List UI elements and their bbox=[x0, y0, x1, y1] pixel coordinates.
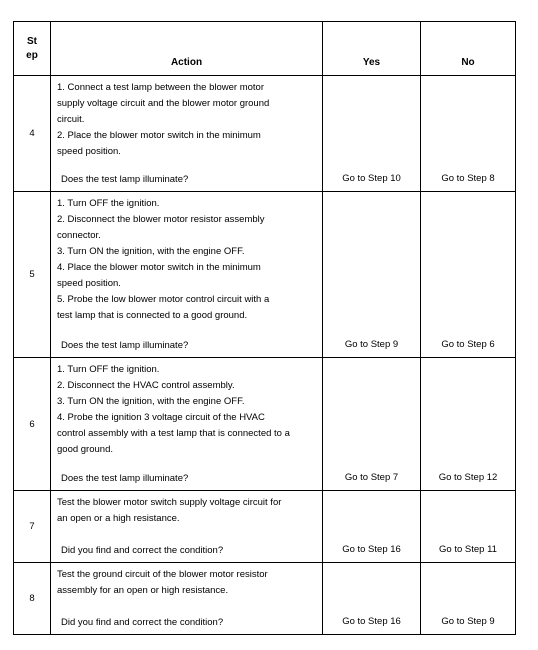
action-line: Test the ground circuit of the blower motor resistor bbox=[57, 569, 268, 580]
action-cell bbox=[51, 563, 323, 635]
action-question: Did you find and correct the condition? bbox=[61, 617, 224, 628]
action-line: 2. Disconnect the HVAC control assembly. bbox=[57, 380, 235, 391]
yes-result: Go to Step 9 bbox=[323, 192, 421, 358]
no-result: Go to Step 11 bbox=[421, 491, 516, 563]
action-line: 2. Disconnect the blower motor resistor assembly bbox=[57, 214, 265, 225]
table-row bbox=[14, 491, 516, 563]
action-line: control assembly with a test lamp that is connected to a bbox=[57, 428, 290, 439]
header-step-line2: ep bbox=[26, 49, 38, 61]
action-line: 1. Turn OFF the ignition. bbox=[57, 364, 160, 375]
step-number: 7 bbox=[14, 491, 51, 563]
action-question: Did you find and correct the condition? bbox=[61, 545, 224, 556]
table-row bbox=[14, 563, 516, 635]
table-row bbox=[14, 358, 516, 491]
step-number: 8 bbox=[14, 563, 51, 635]
step-number: 6 bbox=[14, 358, 51, 491]
step-number: 5 bbox=[14, 192, 51, 358]
action-line: Test the blower motor switch supply voltage circuit for bbox=[57, 497, 282, 508]
action-line: 4. Probe the ignition 3 voltage circuit of the HVAC bbox=[57, 412, 265, 423]
action-line: circuit. bbox=[57, 114, 85, 125]
diagnostic-table bbox=[13, 21, 516, 635]
table-row bbox=[14, 192, 516, 358]
action-line: 5. Probe the low blower motor control circuit with a bbox=[57, 294, 270, 305]
yes-result: Go to Step 16 bbox=[323, 563, 421, 635]
no-result: Go to Step 12 bbox=[421, 358, 516, 491]
action-line: 3. Turn ON the ignition, with the engine OFF. bbox=[57, 246, 245, 257]
header-yes: Yes bbox=[323, 22, 421, 76]
action-question: Does the test lamp illuminate? bbox=[61, 473, 189, 484]
action-line: supply voltage circuit and the blower motor ground bbox=[57, 98, 270, 109]
table-row bbox=[14, 76, 516, 192]
table-header-row bbox=[14, 22, 516, 76]
step-number: 4 bbox=[14, 76, 51, 192]
yes-result: Go to Step 16 bbox=[323, 491, 421, 563]
action-line: speed position. bbox=[57, 278, 121, 289]
action-line: assembly for an open or high resistance. bbox=[57, 585, 229, 596]
action-line: good ground. bbox=[57, 444, 113, 455]
action-line: an open or a high resistance. bbox=[57, 513, 180, 524]
action-question: Does the test lamp illuminate? bbox=[61, 340, 189, 351]
action-cell bbox=[51, 192, 323, 358]
header-step-line1: St bbox=[27, 35, 37, 47]
action-question: Does the test lamp illuminate? bbox=[61, 174, 189, 185]
header-no: No bbox=[421, 22, 516, 76]
action-line: 1. Connect a test lamp between the blower motor bbox=[57, 82, 265, 93]
no-result: Go to Step 9 bbox=[421, 563, 516, 635]
header-action: Action bbox=[51, 22, 323, 76]
header-step bbox=[14, 22, 51, 76]
action-cell bbox=[51, 76, 323, 192]
action-line: 2. Place the blower motor switch in the minimum bbox=[57, 130, 261, 141]
action-line: test lamp that is connected to a good ground. bbox=[57, 310, 248, 321]
no-result: Go to Step 6 bbox=[421, 192, 516, 358]
action-line: 4. Place the blower motor switch in the minimum bbox=[57, 262, 261, 273]
action-cell bbox=[51, 491, 323, 563]
yes-result: Go to Step 10 bbox=[323, 76, 421, 192]
action-line: speed position. bbox=[57, 146, 121, 157]
action-cell bbox=[51, 358, 323, 491]
action-line: connector. bbox=[57, 230, 101, 241]
yes-result: Go to Step 7 bbox=[323, 358, 421, 491]
action-line: 3. Turn ON the ignition, with the engine OFF. bbox=[57, 396, 245, 407]
no-result: Go to Step 8 bbox=[421, 76, 516, 192]
action-line: 1. Turn OFF the ignition. bbox=[57, 198, 160, 209]
